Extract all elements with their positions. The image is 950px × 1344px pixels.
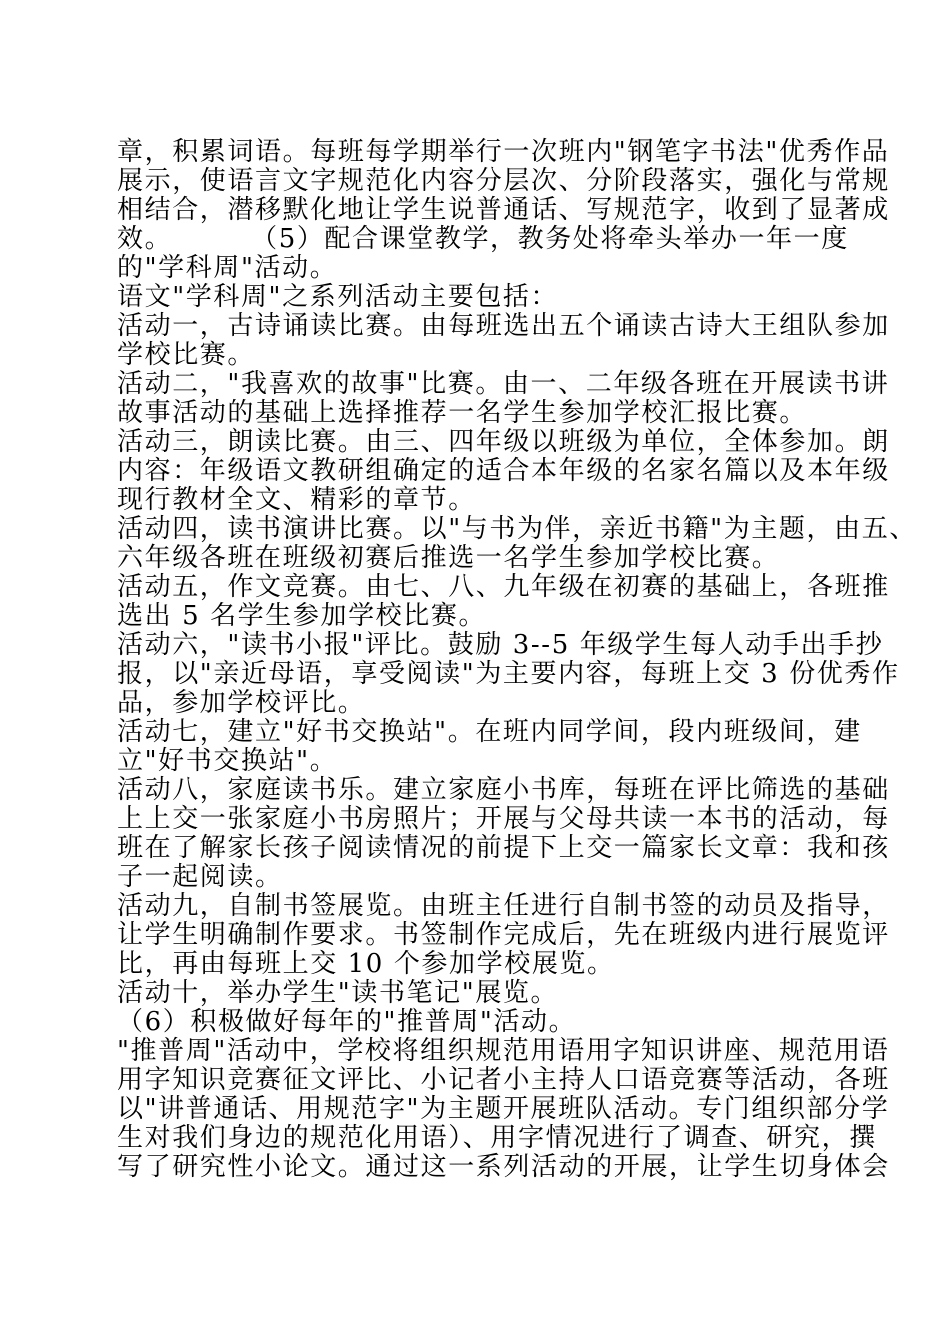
text-line-36: 写了研究性小论文。通过这一系列活动的开展，让学生切身体会 — [117, 1152, 890, 1182]
text-line-11: 活动三，朗读比赛。由三、四年级以班级为单位，全体参加。朗 — [117, 427, 890, 457]
text-line-26: 子一起阅读。 — [117, 862, 283, 892]
text-line-24: 上上交一张家庭小书房照片；开展与父母共读一本书的活动，每 — [117, 804, 890, 834]
text-line-20: 品，参加学校评比。 — [117, 688, 366, 718]
text-line-35: 生对我们身边的规范化用语）、用字情况进行了调查、研究，撰 — [117, 1123, 877, 1153]
text-line-10: 故事活动的基础上选择推荐一名学生参加学校汇报比赛。 — [117, 398, 808, 428]
text-line-32: "推普周"活动中，学校将组织规范用语用字知识讲座、规范用语 — [117, 1036, 890, 1066]
text-line-8: 学校比赛。 — [117, 340, 256, 370]
text-line-13: 现行教材全文、精彩的章节。 — [117, 485, 476, 515]
text-line-7: 活动一，古诗诵读比赛。由每班选出五个诵读古诗大王组队参加 — [117, 311, 890, 341]
text-line-15: 六年级各班在班级初赛后推选一名学生参加学校比赛。 — [117, 543, 780, 573]
text-line-17: 选出 5 名学生参加学校比赛。 — [117, 601, 487, 631]
text-line-34: 以"讲普通话、用规范字"为主题开展班队活动。专门组织部分学 — [117, 1094, 890, 1124]
text-line-3: 相结合，潜移默化地让学生说普通话、写规范字，收到了显著成 — [117, 195, 890, 225]
text-line-12: 内容：年级语文教研组确定的适合本年级的名家名篇以及本年级 — [117, 456, 890, 486]
text-line-1: 章，积累词语。每班每学期举行一次班内"钢笔字书法"优秀作品 — [117, 137, 890, 167]
text-line-27: 活动九，自制书签展览。由班主任进行自制书签的动员及指导， — [117, 891, 890, 921]
text-line-23: 活动八，家庭读书乐。建立家庭小书库，每班在评比筛选的基础 — [117, 775, 890, 805]
document-body — [117, 137, 917, 1182]
text-line-9: 活动二，"我喜欢的故事"比赛。由一、二年级各班在开展读书讲 — [117, 369, 890, 399]
text-line-19: 报，以"亲近母语，享受阅读"为主要内容，每班上交 3 份优秀作 — [117, 659, 900, 689]
text-line-2: 展示，使语言文字规范化内容分层次、分阶段落实，强化与常规 — [117, 166, 890, 196]
text-line-16: 活动五，作文竞赛。由七、八、九年级在初赛的基础上，各班推 — [117, 572, 890, 602]
text-line-21: 活动七，建立"好书交换站"。在班内同学间，段内班级间，建 — [117, 717, 862, 747]
text-line-6: 语文"学科周"之系列活动主要包括： — [117, 282, 559, 312]
text-line-30: 活动十，举办学生"读书笔记"展览。 — [117, 978, 559, 1008]
text-line-5: 的"学科周"活动。 — [117, 253, 338, 283]
text-line-22: 立"好书交换站"。 — [117, 746, 338, 776]
text-line-14: 活动四，读书演讲比赛。以"与书为伴，亲近书籍"为主题，由五、 — [117, 514, 917, 544]
text-line-18: 活动六，"读书小报"评比。鼓励 3--5 年级学生每人动手出手抄 — [117, 630, 884, 660]
text-line-28: 让学生明确制作要求。书签制作完成后，先在班级内进行展览评 — [117, 920, 890, 950]
text-line-29: 比，再由每班上交 10 个参加学校展览。 — [117, 949, 615, 979]
text-line-25: 班在了解家长孩子阅读情况的前提下上交一篇家长文章：我和孩 — [117, 833, 890, 863]
text-line-33: 用字知识竞赛征文评比、小记者小主持人口语竞赛等活动，各班 — [117, 1065, 890, 1095]
text-line-31: （6）积极做好每年的"推普周"活动。 — [117, 1007, 577, 1037]
text-line-4: 效。 （5）配合课堂教学，教务处将牵头举办一年一度 — [117, 224, 849, 254]
